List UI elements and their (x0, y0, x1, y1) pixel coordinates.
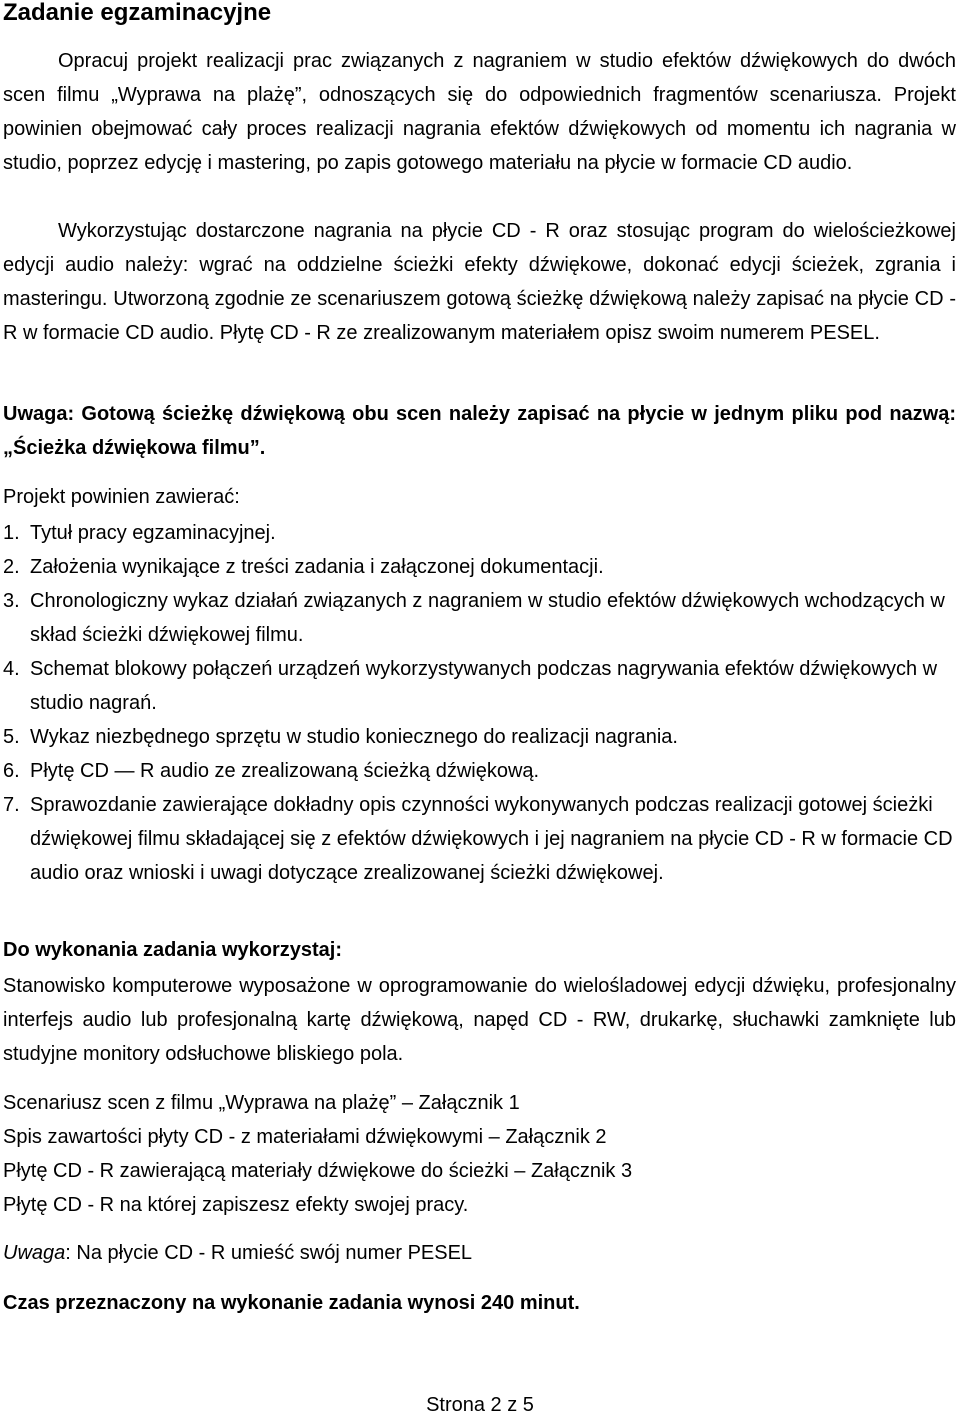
list-item (3, 652, 956, 720)
list-item-text: Założenia wynikające z treści zadania i załączonej dokumentacji. (30, 556, 604, 578)
list-item-number: 7. (3, 794, 20, 816)
list-item (3, 720, 956, 754)
list-item-number: 2. (3, 556, 20, 578)
resources-paragraph: Stanowisko komputerowe wyposażone w oprogramowanie do wielośladowej edycji dźwięku, profesjonalny interfejs audio lub profesjonalną kartę dźwiękową, napęd CD - RW, drukarkę, słuchawki zamknięte lub studyjne monitory odsłuchowe bliskiego pola. (3, 975, 956, 1065)
note-text: : Na płycie CD - R umieść swój numer PESEL (65, 1242, 473, 1264)
list-item-text: Schemat blokowy połączeń urządzeń wykorzystywanych podczas nagrywania efektów dźwiękowych w studio nagrań. (30, 658, 938, 714)
list-item-text: Tytuł pracy egzaminacyjnej. (30, 522, 276, 544)
list-item-text: Sprawozdanie zawierające dokładny opis czynności wykonywanych podczas realizacji gotowej ścieżki dźwiękowej filmu składającej się z efektów dźwiękowych i jej nagraniem na płycie CD - R w formacie CD audio oraz wnioski i uwagi dotyczące zrealizowanej ścieżki dźwiękowej. (30, 794, 953, 884)
list-item-text: Płytę CD — R audio ze zrealizowaną ścieżką dźwiękową. (30, 760, 540, 782)
warning-paragraph: Uwaga: Gotową ścieżkę dźwiękową obu scen należy zapisać na płycie w jednym pliku pod nazwą: „Ścieżka dźwiękowa filmu”. (3, 403, 956, 459)
list-item-number: 4. (3, 658, 20, 680)
attachment-line: Spis zawartości płyty CD - z materiałami dźwiękowymi – Załącznik 2 (3, 1126, 607, 1148)
list-item (3, 550, 956, 584)
list-item-number: 6. (3, 760, 20, 782)
list-item-number: 3. (3, 590, 20, 612)
list-item (3, 788, 956, 890)
pesel-note (3, 1238, 472, 1268)
time-limit: Czas przeznaczony na wykonanie zadania wynosi 240 minut. (3, 1292, 580, 1314)
list-item (3, 754, 956, 788)
list-item (3, 584, 956, 652)
attachment-line: Scenariusz scen z filmu „Wyprawa na plażę” – Załącznik 1 (3, 1092, 520, 1114)
list-item-number: 1. (3, 522, 20, 544)
attachment-line: Płytę CD - R na której zapiszesz efekty swojej pracy. (3, 1194, 469, 1216)
attachment-line: Płytę CD - R zawierającą materiały dźwiękowe do ścieżki – Załącznik 3 (3, 1160, 633, 1182)
list-item (3, 516, 956, 550)
list-item-text: Chronologiczny wykaz działań związanych z nagraniem w studio efektów dźwiękowych wchodzących w skład ścieżki dźwiękowej filmu. (30, 590, 945, 646)
list-item-number: 5. (3, 726, 20, 748)
project-heading: Projekt powinien zawierać: (3, 486, 240, 508)
intro-paragraph: Opracuj projekt realizacji prac związanych z nagraniem w studio efektów dźwiękowych do dwóch scen filmu „Wyprawa na plażę”, odnoszących się do odpowiednich fragmentów scenariusza. Projekt powinien obejmować cały proces realizacji nagrania efektów dźwiękowych od momentu ich nagrania w studio, poprzez edycję i mastering, po zapis gotowego materiału na płycie w formacie CD audio. (3, 50, 956, 174)
page-title: Zadanie egzaminacyjne (3, 0, 272, 26)
instructions-paragraph: Wykorzystując dostarczone nagrania na płycie CD - R oraz stosując program do wielościeżkowej edycji audio należy: wgrać na oddzielne ścieżki efekty dźwiękowe, dokonać edycji ścieżek, zgrania i masteringu. Utworzoną zgodnie ze scenariuszem gotową ścieżkę dźwiękową należy zapisać na płycie CD - R w formacie CD audio. Płytę CD - R ze zrealizowanym materiałem opisz swoim numerem PESEL. (3, 220, 956, 344)
note-label: Uwaga (3, 1242, 66, 1264)
project-requirements-list (3, 516, 956, 890)
list-item-text: Wykaz niezbędnego sprzętu w studio koniecznego do realizacji nagrania. (30, 726, 678, 748)
page-number: Strona 2 z 5 (426, 1394, 534, 1416)
resources-heading: Do wykonania zadania wykorzystaj: (3, 939, 342, 961)
